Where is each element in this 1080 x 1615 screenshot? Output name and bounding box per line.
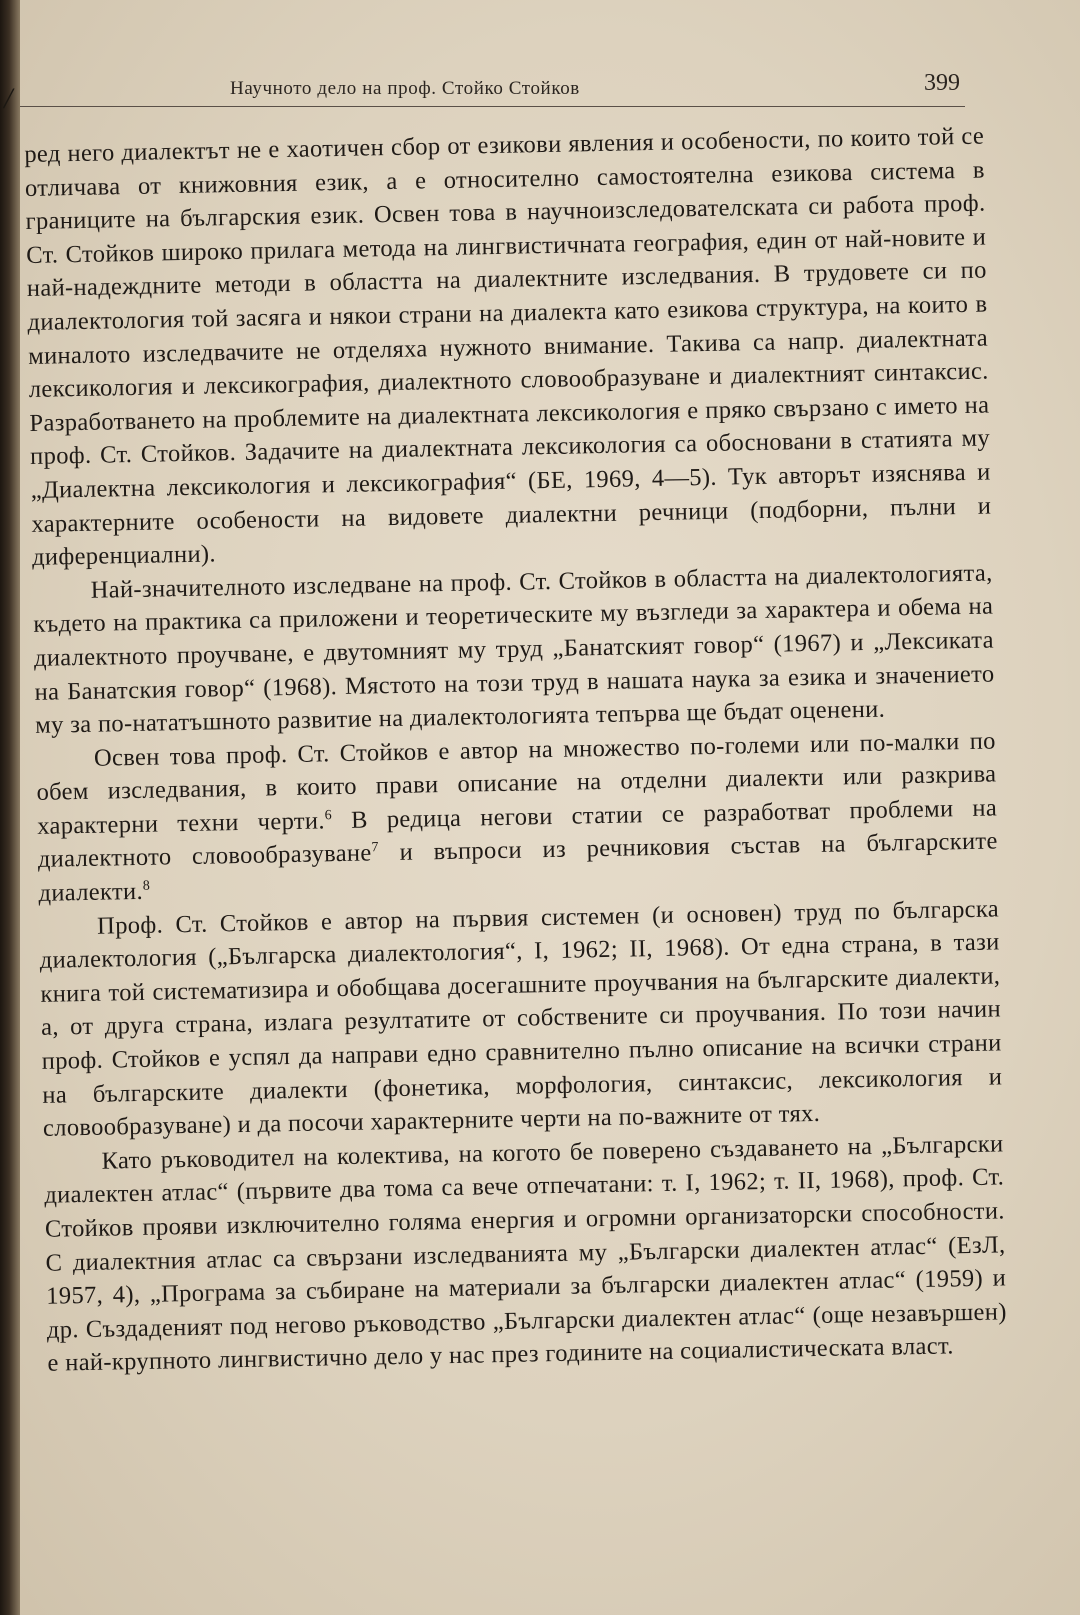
paragraph-3-part-1: Освен това проф. Ст. Стойков е автор на множество по-големи или по-малки по обем изследвания, в които прави описание на отделни диалекти или разкрива характерни техни черти. xyxy=(36,727,997,840)
paragraph-2: Най-значителното изследване на проф. Ст. Стойков в областта на диалектологията, където на практика са приложени и теоретическите му възгледи за характера и обема на диалектното проучване, е двутомният му труд „Банатският говор“ (1967) и „Лексиката на Банатския говор“ (1968). Мястото на този труд в нашата наука за езика и значението му за по-нататъшното развитие на диалектологията тепърва ще бъдат оценени. xyxy=(33,559,995,739)
gutter-mark: / xyxy=(4,82,13,115)
paragraph-1: ред него диалектът не е хаотичен сбор от езикови явления и особености, по които той се отличава от книжовния език, а е относително самостоятелна езикова система в границите на българския език. Освен това в научноизследователската си работа проф. Ст. Стойков широко прилага метода на лингвистичната география, един от най-новите и най-надеждните методи в областта на диалектните изследвания. В трудовете си по диалектология той засяга и някои страни на диалекта като езикова структура, на които в миналото изследвачите не отделяха нужното внимание. Такива са напр. диалектната лексикология и лексикография, диалектното словообразуване и диалектният синтаксис. Разработването на проблемите на диалектната лексикология е пряко свързано с името на проф. Ст. Стойков. Задачите на диалектната лексикология са обосновани в статията му „Диалектна лексикология и лексикография“ (БЕ, 1969, 4—5). Тук авторът изяснява и характерните особености на видовете диалектни речници (подборни, пълни и диференциални). xyxy=(24,122,992,572)
body-text xyxy=(24,120,1008,1381)
header-rule xyxy=(20,106,965,107)
paragraph-3-part-2: В редица негови статии се разработват проблеми на диалектното словообразуване xyxy=(37,794,998,874)
paragraph-3-part-3: и въпроси из речниковия състав на българските диалекти. xyxy=(38,827,998,907)
footnote-ref-7: 7 xyxy=(371,840,379,856)
footnote-ref-8: 8 xyxy=(142,878,151,894)
page-number: 399 xyxy=(924,70,960,96)
footnote-ref-6: 6 xyxy=(324,807,333,824)
paragraph-3 xyxy=(36,724,999,910)
running-title: Научното дело на проф. Стойко Стойков xyxy=(230,78,580,99)
paragraph-5: Като ръководител на колектива, на когото бе поверено създаването на „Български диалектен атлас“ (първите два тома са вече отпечатани: т. I, 1962; т. II, 1968), проф. Ст. Стойков прояви изключително голяма енергия и огромни организаторски способности. С диалектния атлас са свързани изследванията му „Български диалектен атлас“ (ЕзЛ, 1957, 4), „Програма за събиране на материали за български диалектен атлас“ (1959) и др. Създаденият под негово ръководство „Български диалектен атлас“ (още незавършен) е най-крупното лингвистично дело у нас през годините на социалистическата власт. xyxy=(44,1130,1007,1378)
page-gutter xyxy=(0,0,20,1615)
paragraph-4: Проф. Ст. Стойков е автор на първия системен (и основен) труд по българска диалектология („Българска диалектология“, I, 1962; II, 1968). От една страна, в тази книга той систематизира и обобщава досегашните проучвания на българските диалекти, а, от друга страна, излага резултатите от собствените си проучвания. По този начин проф. Стойков е успял да направи едно сравнително пълно описание на всички страни на българските диалекти (фонетика, морфология, синтаксис, лексикология и словообразуване) и да посочи характерните черти на по-важните от тях. xyxy=(39,895,1003,1143)
